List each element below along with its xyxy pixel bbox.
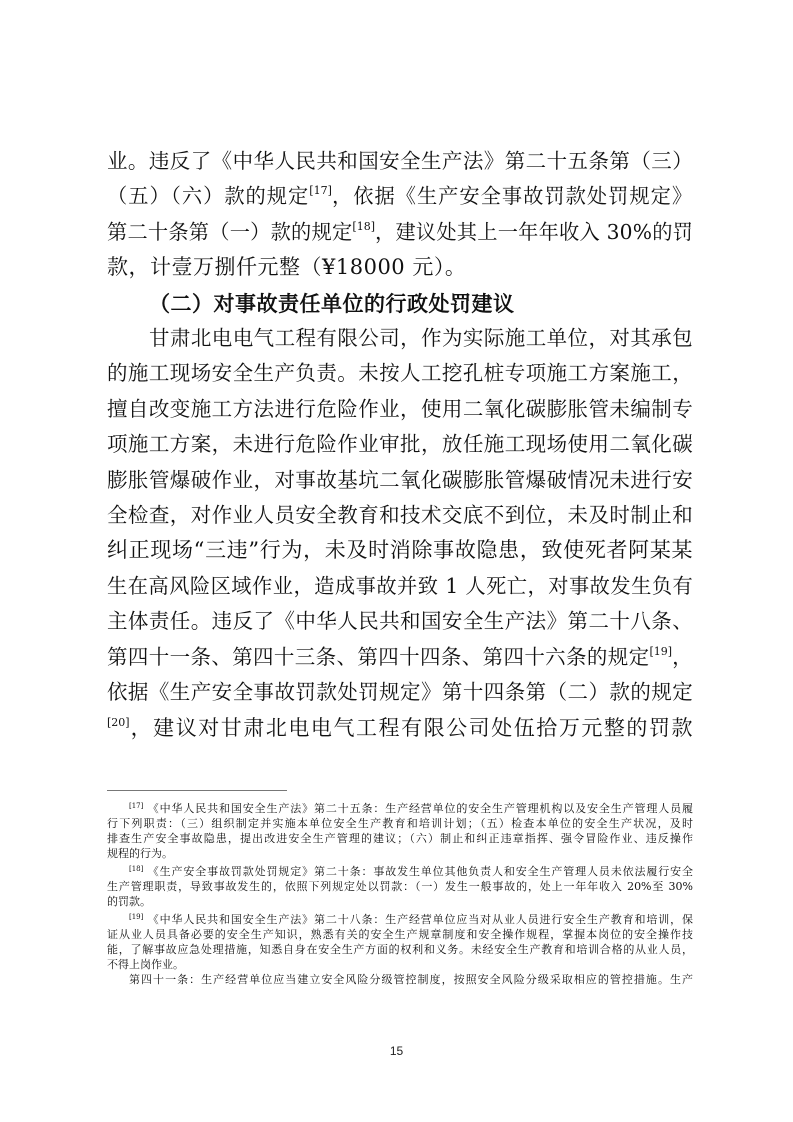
body-text-fragment: ，	[672, 644, 693, 669]
body-line: 膨胀管爆破作业，对事故基坑二氧化碳膨胀管爆破情况未进行安	[107, 467, 693, 492]
footnote-ref-20[interactable]: [20]	[107, 715, 130, 729]
body-line: 项施工方案，未进行危险作业审批，放任施工现场使用二氧化碳	[107, 432, 693, 457]
body-text-fragment: ，建议处其上一年年收入 30%的罚	[375, 219, 694, 244]
section-heading: （二）对事故责任单位的行政处罚建议	[149, 290, 515, 316]
body-line: 全检查，对作业人员安全教育和技术交底不到位，未及时制止和	[107, 503, 693, 528]
footnote-line: 证从业人员具备必要的安全生产知识，熟悉有关的安全生产规章制度和安全操作规程，掌握本岗位的安全操作技	[107, 928, 693, 941]
body-text-fragment: 第二十条第（一）款的规定	[107, 219, 353, 244]
footnote-ref-19[interactable]: [19]	[649, 644, 673, 658]
body-text	[107, 144, 693, 746]
footnote-line: 的罚款。	[107, 895, 151, 908]
footnote-mark-18: [18]	[129, 865, 144, 873]
body-text-fragment: （五）（六）款的规定	[107, 184, 310, 209]
footnote-line	[107, 801, 693, 816]
footnote-text: 《生产安全事故罚款处罚规定》第二十条：事故发生单位其他负责人和安全生产管理人员未依法履行安全	[147, 865, 693, 878]
footnote-text: 《中华人民共和国安全生产法》第二十五条：生产经营单位的安全生产管理机构以及安全生产管理人员履	[147, 802, 693, 815]
footnote-line: 生产管理职责，导致事故发生的，依照下列规定处以罚款：（一）发生一般事故的，处上一年年收入 20%至 30%	[107, 880, 693, 893]
body-line	[107, 179, 693, 214]
body-line	[107, 215, 693, 250]
footnote-mark-17: [17]	[129, 802, 144, 810]
footnote-line: 排查生产安全事故隐患，提出改进安全生产管理的建议；（六）制止和纠正违章指挥、强令冒险作业、违反操作	[107, 832, 693, 845]
footnote-ref-18[interactable]: [18]	[352, 219, 375, 233]
footnote-line: 不得上岗作业。	[107, 958, 184, 971]
body-text-fragment: ，依据《生产安全事故罚款处罚规定》	[331, 184, 693, 209]
footnote-separator	[107, 790, 287, 791]
footnote-line	[107, 912, 693, 927]
body-line: 擅自改变施工方法进行危险作业，使用二氧化碳膨胀管未编制专	[107, 396, 693, 421]
footnote-line: 行下列职责：（三）组织制定并实施本单位安全生产教育和培训计划；（五）检查本单位的安全生产状况，及时	[107, 817, 693, 830]
page-number: 15	[389, 1044, 404, 1058]
footnote-line	[107, 864, 693, 879]
footnote-text: 《中华人民共和国安全生产法》第二十八条：生产经营单位应当对从业人员进行安全生产教育和培训，保	[147, 913, 693, 926]
footnotes	[107, 801, 693, 987]
body-line: 业。违反了《中华人民共和国安全生产法》第二十五条第（三）	[107, 149, 693, 173]
body-line: 主体责任。违反了《中华人民共和国安全生产法》第二十八条、	[107, 609, 693, 634]
footnote-line: 规程的行为。	[107, 847, 173, 860]
body-line: 款，计壹万捌仟元整（¥18000 元）。	[107, 255, 467, 280]
body-line: 生在高风险区域作业，造成事故并致 1 人死亡，对事故发生负有	[107, 573, 693, 598]
body-line: 的施工现场安全生产负责。未按人工挖孔桩专项施工方案施工，	[107, 361, 693, 386]
body-line: 纠正现场“三违”行为，未及时消除事故隐患，致使死者阿某某	[107, 538, 693, 563]
body-text-fragment: 第四十一条、第四十三条、第四十四条、第四十六条的规定	[107, 644, 650, 669]
body-line	[107, 640, 693, 675]
footnote-line: 第四十一条：生产经营单位应当建立安全风险分级管控制度，按照安全风险分级采取相应的管控措施。生产	[129, 973, 693, 986]
body-line	[107, 711, 693, 746]
footnote-mark-19: [19]	[129, 913, 144, 921]
body-text-fragment: ，建议对甘肃北电电气工程有限公司处伍拾万元整的罚款	[129, 715, 693, 740]
footnote-ref-17[interactable]: [17]	[309, 184, 332, 198]
body-line: 甘肃北电电气工程有限公司，作为实际施工单位，对其承包	[149, 326, 693, 351]
body-line: 依据《生产安全事故罚款处罚规定》第十四条第（二）款的规定	[107, 680, 693, 705]
footnote-line: 能，了解事故应急处理措施，知悉自身在安全生产方面的权利和义务。未经安全生产教育和培训合格的从业人员，	[107, 943, 693, 956]
